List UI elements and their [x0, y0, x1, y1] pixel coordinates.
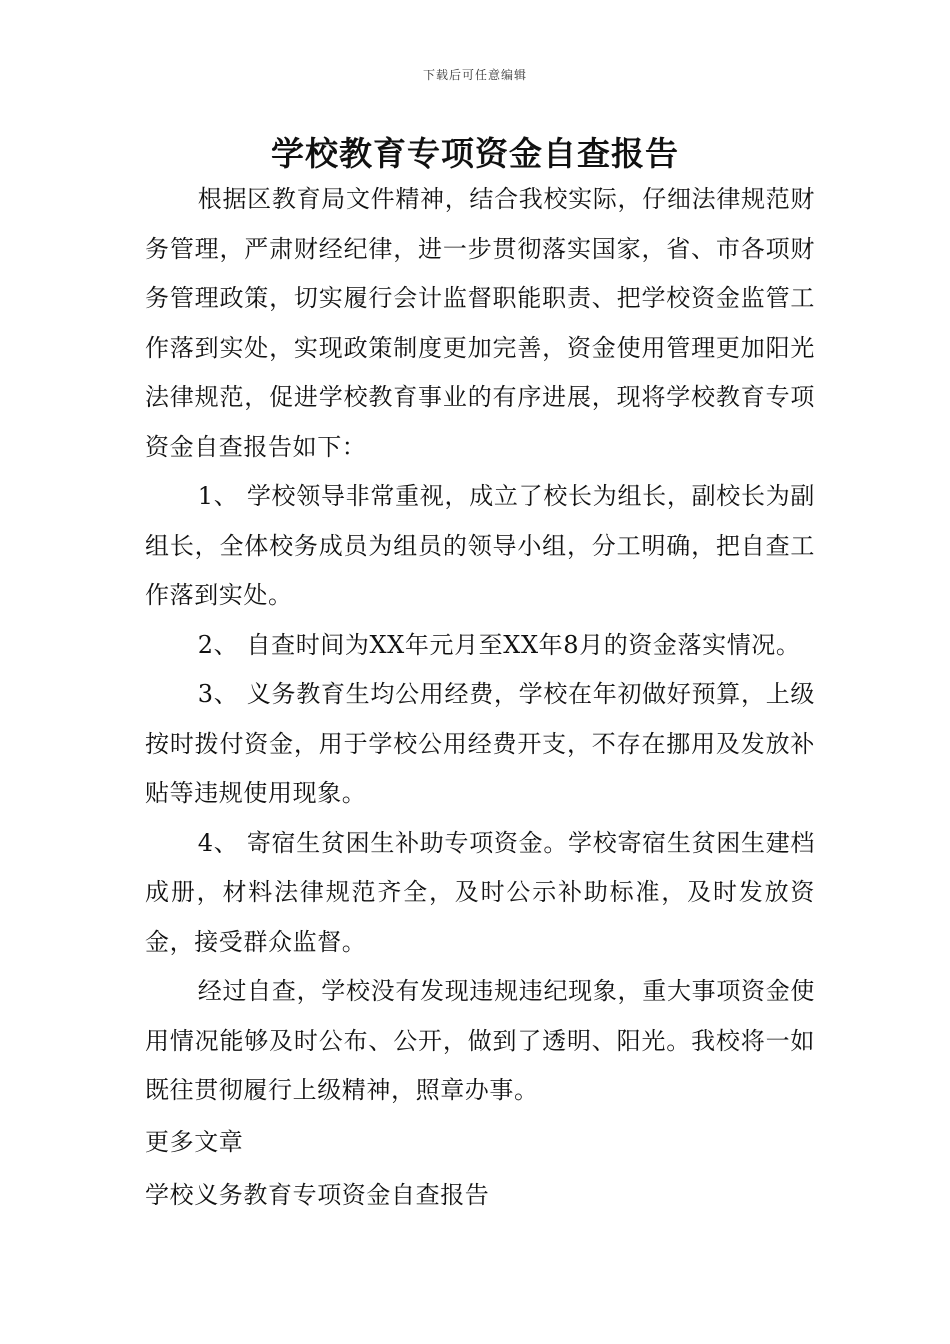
document-title: 学校教育专项资金自查报告 [271, 134, 679, 173]
paragraph-conclusion: 经过自查，学校没有发现违规违纪现象，重大事项资金使用情况能够及时公布、公开，做到了透明、阳光。我校将一如既往贯彻履行上级精神，照章办事。 [145, 977, 815, 1104]
related-article-link[interactable]: 学校义务教育专项资金自查报告 [145, 1180, 490, 1209]
paragraph-item-1: 1、 学校领导非常重视，成立了校长为组长，副校长为副组长，全体校务成员为组员的领导小组，分工明确，把自查工作落到实处。 [145, 482, 815, 609]
more-articles-label: 更多文章 [145, 1127, 244, 1156]
header-note: 下载后可任意编辑 [422, 68, 527, 82]
paragraph-item-3: 3、 义务教育生均公用经费，学校在年初做好预算，上级按时拨付资金，用于学校公用经费开支，不存在挪用及发放补贴等违规使用现象。 [145, 680, 815, 807]
paragraph-intro: 根据区教育局文件精神，结合我校实际，仔细法律规范财务管理，严肃财经纪律，进一步贯彻落实国家，省、市各项财务管理政策，切实履行会计监督职能职责、把学校资金监管工作落到实处，实现政策制度更加完善，资金使用管理更加阳光法律规范，促进学校教育事业的有序进展，现将学校教育专项资金自查报告如下： [145, 185, 815, 461]
paragraph-item-4: 4、 寄宿生贫困生补助专项资金。学校寄宿生贫困生建档成册，材料法律规范齐全，及时公示补助标准，及时发放资金，接受群众监督。 [145, 828, 815, 956]
paragraph-item-2: 2、 自查时间为XX年元月至XX年8月的资金落实情况。 [197, 630, 801, 659]
document-body [145, 175, 815, 1222]
